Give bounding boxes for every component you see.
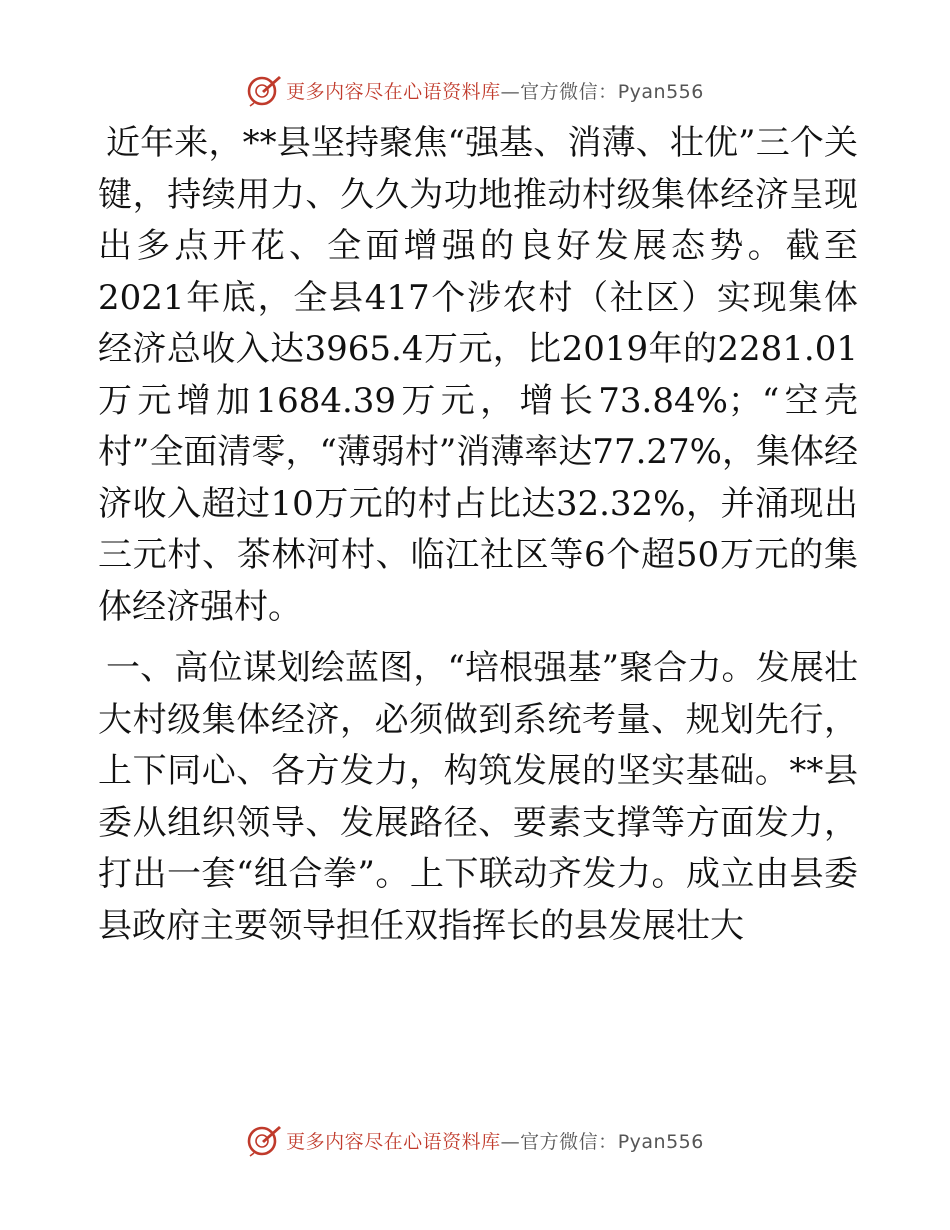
pen-circle-logo-icon: [246, 73, 282, 107]
footer-wechat-id: Pyan556: [617, 1130, 704, 1153]
footer-watermark-text: [286, 1127, 704, 1154]
header-wechat-label: 官方微信：: [520, 80, 618, 103]
header-watermark: [0, 70, 950, 110]
paragraph-intro: 近年来，**县坚持聚焦“强基、消薄、壮优”三个关键，持续用力、久久为功地推动村级集体经济呈现出多点开花、全面增强的良好发展态势。截至2021年底，全县417个涉农村（社区）实现集体经济总收入达3965.4万元，比2019年的2281.01万元增加1684.39万元，增长73.84%；“空壳村”全面清零，“薄弱村”消薄率达77.27%，集体经济收入超过10万元的村占比达32.32%，并涌现出三元村、茶林河村、临江社区等6个超50万元的集体经济强村。: [98, 123, 858, 627]
header-wechat-id: Pyan556: [617, 80, 704, 103]
header-separator: —: [500, 80, 521, 103]
footer-watermark: [0, 1120, 950, 1160]
header-watermark-text: [286, 77, 704, 104]
header-site-text: 更多内容尽在心语资料库: [286, 80, 501, 103]
document-body: [98, 118, 858, 952]
pen-circle-logo-icon: [246, 1123, 282, 1157]
paragraph-section-one: 一、高位谋划绘蓝图，“培根强基”聚合力。发展壮大村级集体经济，必须做到系统考量、规划先行，上下同心、各方发力，构筑发展的坚实基础。**县委从组织领导、发展路径、要素支撑等方面发力，打出一套“组合拳”。上下联动齐发力。成立由县委县政府主要领导担任双指挥长的县发展壮大: [98, 648, 858, 946]
footer-separator: —: [500, 1130, 521, 1153]
footer-wechat-label: 官方微信：: [520, 1130, 618, 1153]
footer-site-text: 更多内容尽在心语资料库: [286, 1130, 501, 1153]
